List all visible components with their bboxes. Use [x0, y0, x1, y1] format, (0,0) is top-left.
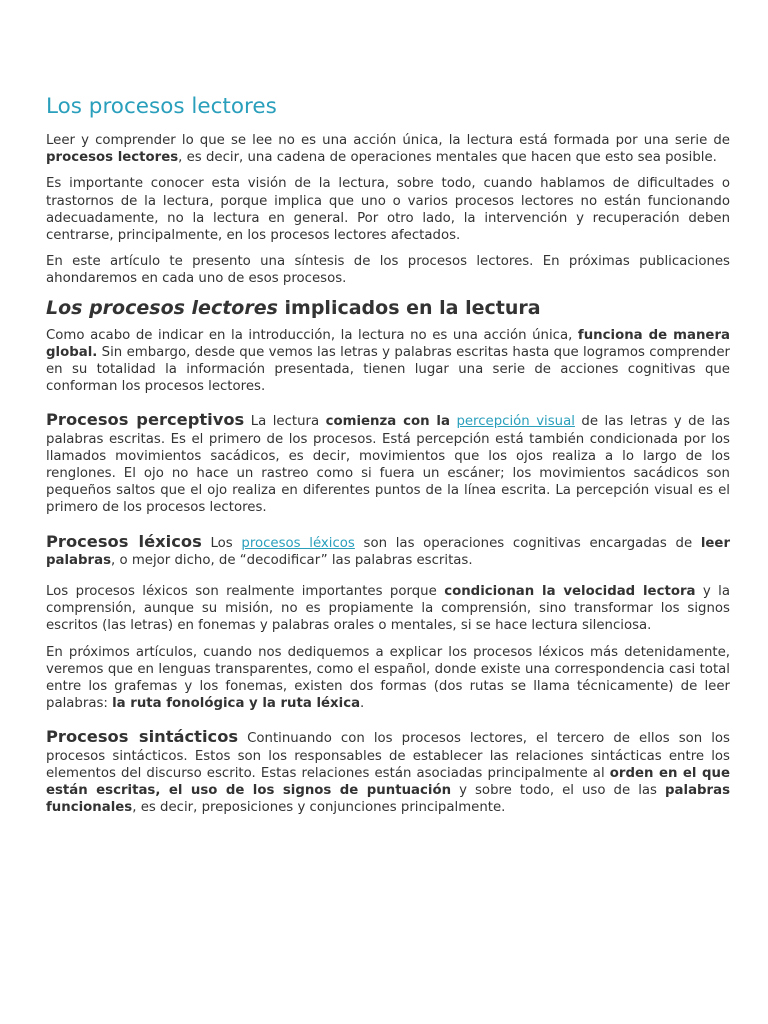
bold-text: leer palabras [46, 535, 730, 568]
section-heading [46, 297, 730, 319]
text: En próximos artículos, cuando nos dediquemos a explicar los procesos léxicos más detenidamente, veremos que en lenguas transparentes, como el español, donde existe una correspondencia casi total entre los grafemas y los fonemas, existen dos formas (dos rutas se llama técnicamente) de leer palabras: [46, 644, 730, 712]
section-paragraph-1 [46, 327, 730, 396]
bold-text: palabras funcionales [46, 783, 731, 816]
page-title: Los procesos lectores [46, 94, 277, 119]
heading-italic: Los procesos lectores [46, 296, 278, 319]
text: , es decir, preposiciones y conjunciones principalmente. [132, 800, 506, 816]
lexicos-paragraph-1 [46, 533, 730, 569]
bold-text: comienza con la [325, 414, 450, 430]
sintacticos-title: Procesos sintácticos [46, 727, 239, 747]
text: Los [201, 535, 242, 551]
lexicos-paragraph-3 [46, 644, 730, 713]
procesos-lexicos-link[interactable]: procesos léxicos [241, 535, 355, 551]
text: , es decir, una cadena de operaciones mentales que hacen que esto sea posible. [178, 150, 717, 166]
bold-text: la ruta fonológica y la ruta léxica [112, 696, 361, 712]
text: Sin embargo, desde que vemos las letras y palabras escritas hasta que logramos comprender en su totalidad la información presentada, tienen lugar una serie de acciones cognitivas que conforman los procesos lectores. [46, 344, 730, 395]
bold-text: funciona de manera global. [46, 327, 730, 360]
bold-text: procesos lectores [46, 150, 179, 166]
percepcion-visual-link[interactable]: percepción visual [456, 414, 575, 430]
intro-paragraph-3: En este artículo te presento una síntesis de los procesos lectores. En próximas publicaciones ahondaremos en cada uno de esos procesos. [46, 254, 730, 287]
text: La lectura [244, 414, 326, 430]
text: , o mejor dicho, de “decodificar” las palabras escritas. [111, 552, 473, 568]
lexicos-paragraph-2 [46, 583, 730, 635]
text: y la comprensión, aunque su misión, no es propiamente la comprensión, sino transformar los signos escritos (las letras) en fonemas y palabras orales o mentales, si se hace lectura silenciosa. [46, 584, 731, 634]
text: Continuando con los procesos lectores, el tercero de ellos son los procesos sintácticos. Estos son los responsables de establecer las relaciones sintácticas entre los elementos del discurso escrito. Estas relaciones están asociadas principalmente al [46, 731, 730, 781]
bold-text: , [155, 783, 169, 799]
text: son las operaciones cognitivas encargadas de [354, 535, 701, 551]
heading-rest: implicados en la lectura [277, 296, 541, 319]
bold-text: orden en el que están escritas [46, 765, 730, 799]
perceptivos-title: Procesos perceptivos [46, 410, 245, 430]
bold-text: el uso de los signos de puntuación [168, 783, 452, 799]
lexicos-title: Procesos léxicos [46, 531, 202, 551]
perceptivos-paragraph [46, 411, 730, 516]
intro-paragraph-2: Es importante conocer esta visión de la lectura, sobre todo, cuando hablamos de dificultades o trastornos de la lectura, porque implica que uno o varios procesos lectores no están funcionando adecuadamente, no la lectura en general. Por otro lado, la intervención y recuperación deben centrarse, principalmente, en los procesos lectores afectados. [46, 176, 730, 244]
text: Como acabo de indicar en la introducción, la lectura no es una acción única, [46, 327, 578, 343]
text: Leer y comprender lo que se lee no es una acción única, la lectura está formada por una serie de [46, 133, 730, 148]
text: . [360, 696, 365, 712]
bold-text: condicionan la velocidad lectora [444, 584, 696, 600]
sintacticos-paragraph [46, 728, 730, 816]
text: y sobre todo, el uso de las [451, 783, 666, 799]
text: Los procesos léxicos son realmente importantes porque [46, 584, 445, 600]
intro-paragraph-1 [46, 132, 730, 166]
text: de las letras y de las palabras escritas. Es el primero de los procesos. Está percepción está también condicionada por los llamados movimientos sacádicos, es decir, movimientos que los ojos realiza a lo largo de los renglones. El ojo no hace un rastreo como si fuera un escáner; los movimientos sacádicos son pequeños saltos que el ojo realiza en diferentes puntos de la línea escrita. La percepción visual es el primero de los procesos lectores. [46, 414, 730, 516]
